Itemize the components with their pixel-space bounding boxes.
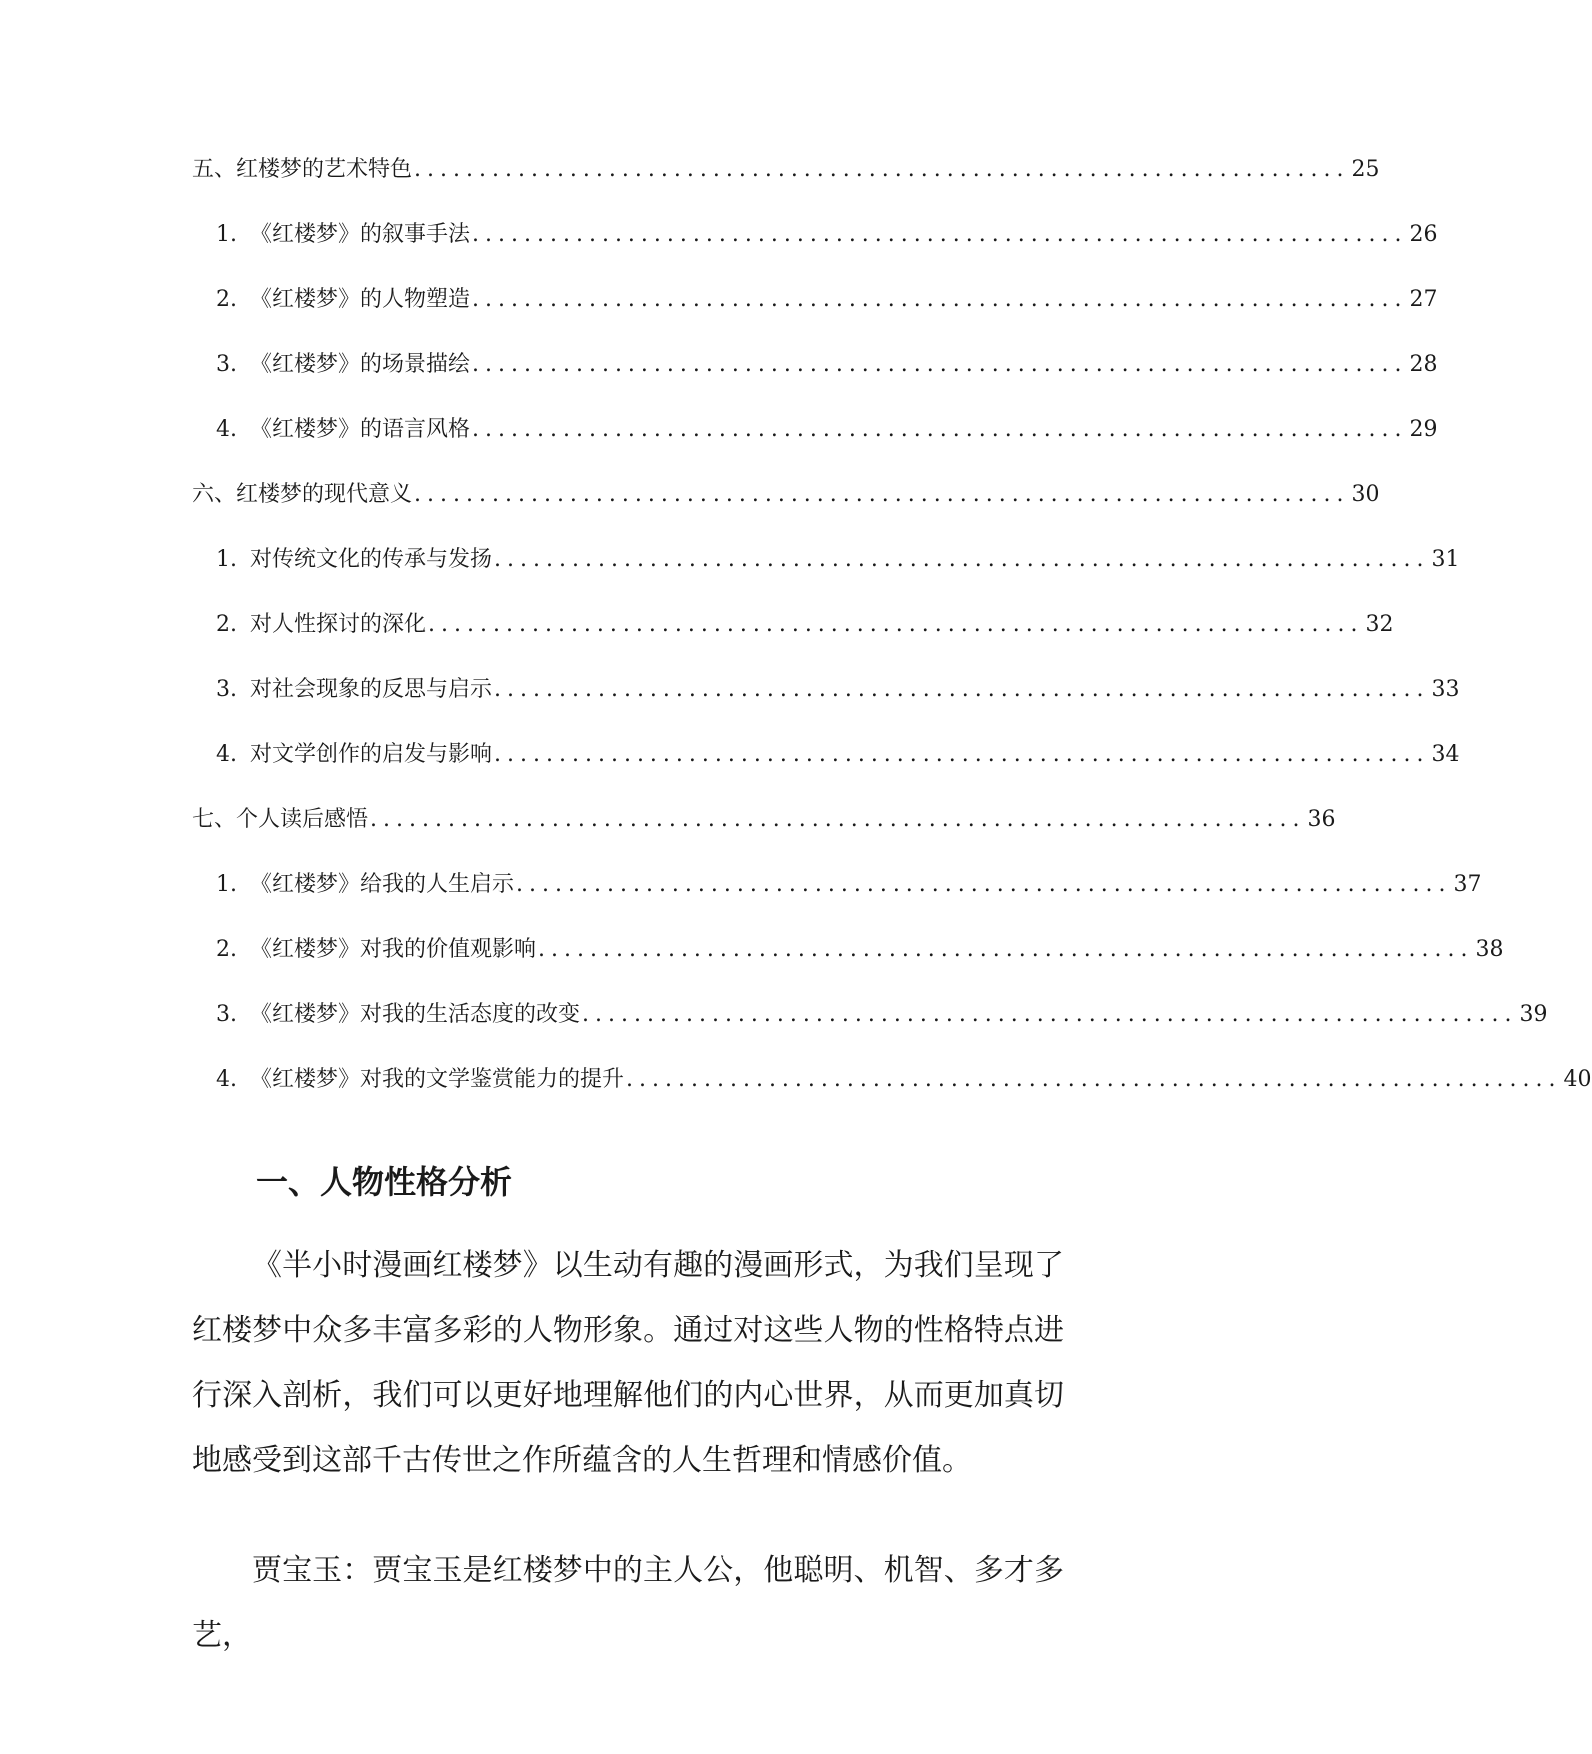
toc-entry-title: 对人性探讨的深化: [250, 612, 427, 637]
toc-dot-leader: ........................................................................: [538, 937, 1474, 962]
toc-dot-leader: ........................................................................: [414, 157, 1350, 182]
toc-entry-title: 五、红楼梦的艺术特色: [192, 157, 413, 182]
body-paragraph: 贾宝玉：贾宝玉是红楼梦中的主人公，他聪明、机智、多才多艺，: [192, 1553, 1064, 1653]
toc-entry[interactable]: [216, 1060, 1592, 1100]
body-paragraph: 《半小时漫画红楼梦》以生动有趣的漫画形式，为我们呈现了红楼梦中众多丰富多彩的人物形象。通过对这些人物的性格特点进行深入剖析，我们可以更好地理解他们的内心世界，从而更加真切地感受到这部千古传世之作所蕴含的人生哲理和情感价值。: [192, 1248, 1064, 1478]
toc-dot-leader: ........................................................................: [516, 872, 1452, 897]
toc-page-number: 25: [1351, 157, 1380, 182]
toc-entry-title: 《红楼梦》对我的生活态度的改变: [250, 1002, 581, 1027]
toc-entry[interactable]: [192, 800, 1336, 840]
toc-entry-title: 《红楼梦》的人物塑造: [250, 287, 471, 312]
toc-dot-leader: ........................................................................: [428, 612, 1364, 637]
toc-entry[interactable]: [216, 735, 1460, 775]
toc-entry-title: 《红楼梦》的叙事手法: [250, 222, 471, 247]
toc-dot-leader: ........................................................................: [414, 482, 1350, 507]
toc-entry-number: 2.: [216, 287, 237, 312]
toc-page-number: 37: [1453, 872, 1482, 897]
toc-entry[interactable]: [216, 865, 1482, 905]
toc-entry-title: 《红楼梦》的语言风格: [250, 417, 471, 442]
toc-entry[interactable]: [216, 995, 1548, 1035]
toc-dot-leader: ........................................................................: [472, 417, 1408, 442]
toc-entry-number: 3.: [216, 677, 237, 702]
toc-entry[interactable]: [216, 280, 1438, 320]
toc-dot-leader: ........................................................................: [626, 1067, 1562, 1092]
toc-entry[interactable]: [216, 215, 1438, 255]
toc-entry-number: 4.: [216, 742, 237, 767]
toc-dot-leader: ........................................................................: [582, 1002, 1518, 1027]
toc-page-number: 31: [1431, 547, 1460, 572]
toc-entry-number: 3.: [216, 1002, 237, 1027]
toc-page-number: 38: [1475, 937, 1504, 962]
toc-page-number: 30: [1351, 482, 1380, 507]
toc-entry-title: 对文学创作的启发与影响: [250, 742, 493, 767]
toc-page-number: 27: [1409, 287, 1438, 312]
toc-entry-title: 七、个人读后感悟: [192, 807, 369, 832]
toc-dot-leader: ........................................................................: [370, 807, 1306, 832]
toc-entry-number: 1.: [216, 872, 237, 897]
toc-page-number: 39: [1519, 1002, 1548, 1027]
toc-dot-leader: ........................................................................: [472, 222, 1408, 247]
toc-entry[interactable]: [192, 150, 1380, 190]
toc-dot-leader: ........................................................................: [472, 287, 1408, 312]
toc-entry[interactable]: [216, 540, 1460, 580]
toc-page-number: 34: [1431, 742, 1460, 767]
toc-entry-title: 对传统文化的传承与发扬: [250, 547, 493, 572]
toc-entry-number: 4.: [216, 1067, 237, 1092]
toc-dot-leader: ........................................................................: [494, 677, 1430, 702]
toc-entry[interactable]: [216, 670, 1460, 710]
toc-entry[interactable]: [216, 345, 1438, 385]
toc-page-number: 36: [1307, 807, 1336, 832]
toc-dot-leader: ........................................................................: [494, 742, 1430, 767]
toc-entry[interactable]: [192, 475, 1380, 515]
toc-entry-number: 2.: [216, 612, 237, 637]
toc-entry[interactable]: [216, 930, 1504, 970]
toc-page-number: 32: [1365, 612, 1394, 637]
toc-page-number: 28: [1409, 352, 1438, 377]
toc-entry-title: 六、红楼梦的现代意义: [192, 482, 413, 507]
toc-entry-title: 《红楼梦》对我的价值观影响: [250, 937, 537, 962]
toc-dot-leader: ........................................................................: [472, 352, 1408, 377]
toc-entry-title: 《红楼梦》的场景描绘: [250, 352, 471, 377]
toc-page-number: 26: [1409, 222, 1438, 247]
toc-page-number: 33: [1431, 677, 1460, 702]
toc-entry-number: 3.: [216, 352, 237, 377]
toc-entry-number: 4.: [216, 417, 237, 442]
toc-entry-number: 1.: [216, 547, 237, 572]
toc-entry-title: 《红楼梦》对我的文学鉴赏能力的提升: [250, 1067, 625, 1092]
toc-entry[interactable]: [216, 410, 1438, 450]
toc-entry[interactable]: [216, 605, 1394, 645]
toc-dot-leader: ........................................................................: [494, 547, 1430, 572]
section-heading: 一、人物性格分析: [256, 1163, 513, 1201]
toc-page-number: 29: [1409, 417, 1438, 442]
toc-entry-title: 对社会现象的反思与启示: [250, 677, 493, 702]
toc-entry-title: 《红楼梦》给我的人生启示: [250, 872, 515, 897]
toc-entry-number: 2.: [216, 937, 237, 962]
toc-page-number: 40: [1563, 1067, 1592, 1092]
toc-entry-number: 1.: [216, 222, 237, 247]
